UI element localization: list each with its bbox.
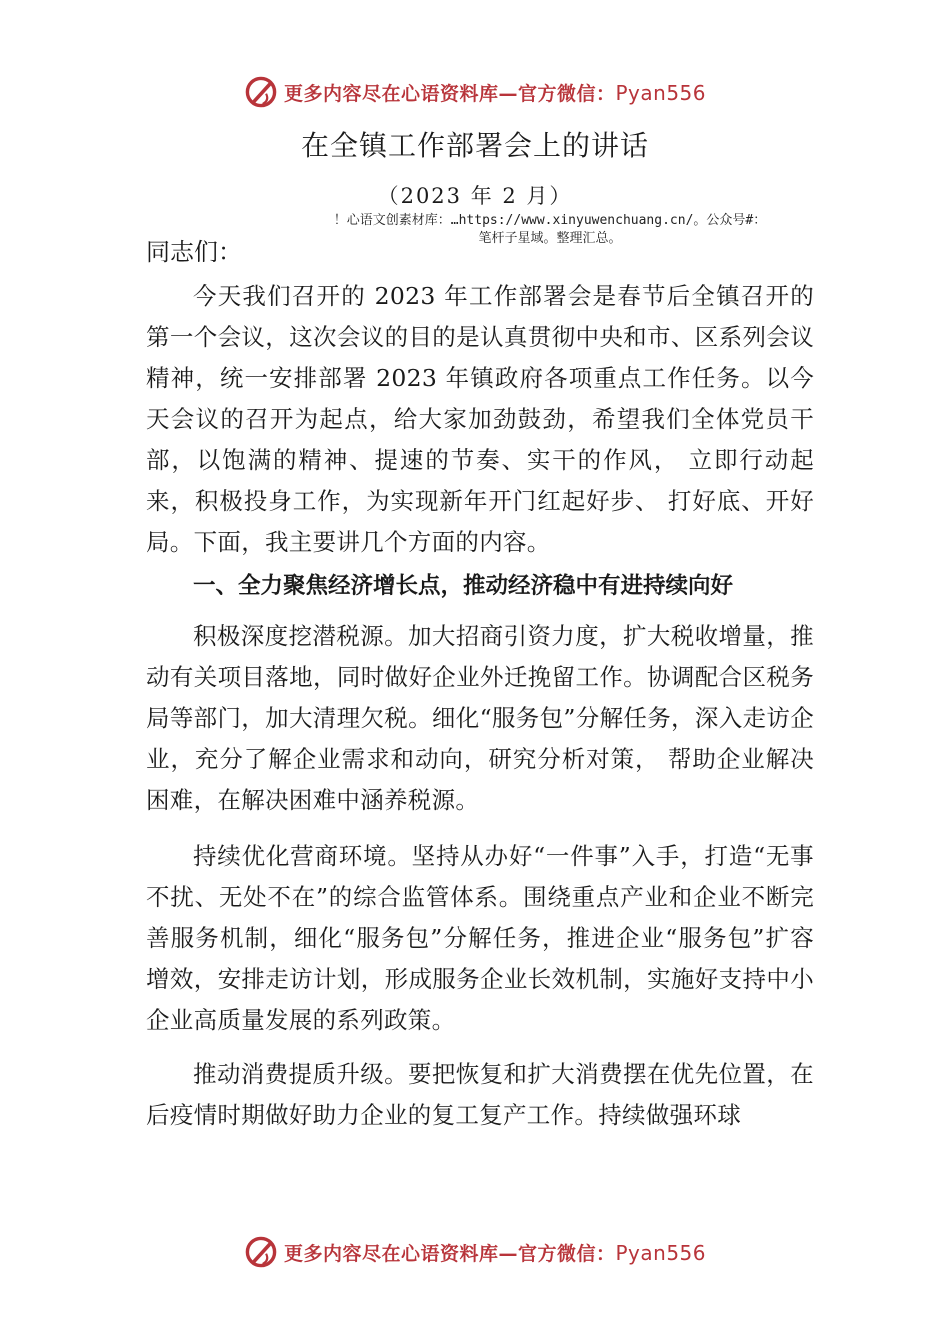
- paragraph-intro: 今天我们召开的 2023 年工作部署会是春节后全镇召开的第一个会议，这次会议的目的是认真贯彻中央和市、区系列会议精神，统一安排部署 2023 年镇政府各项重点工作任务。以今天会议的召开为起点，给大家加劲鼓劲，希望我们全体党员干部，以饱满的精神、提速的节奏、实干的作风， 立即行动起来，积极投身工作，为实现新年开门红起好步、 打好底、开好局。下面，我主要讲几个方面的内容。: [146, 282, 814, 556]
- greeting: 同志们：: [146, 238, 242, 266]
- paragraph-business-environment: 持续优化营商环境。坚持从办好“一件事”入手，打造“无事不扰、无处不在”的综合监管体系。围绕重点产业和企业不断完善服务机制，细化“服务包”分解任务，推进企业“服务包”扩容增效，安排走访计划，形成服务企业长效机制，实施好支持中小企业高质量发展的系列政策。: [146, 842, 814, 1034]
- source-note: [300, 212, 800, 248]
- footer-banner: [0, 1232, 950, 1272]
- banner-wechat-handle: Pyan556: [615, 80, 707, 105]
- source-note-line-1: ！心语文创素材库：…https://www.xinyuwenchuang.cn/。公众号#：: [333, 213, 767, 228]
- paragraph-tax-source: 积极深度挖潜税源。加大招商引资力度，扩大税收增量，推动有关项目落地，同时做好企业外迁挽留工作。协调配合区税务局等部门，加大清理欠税。细化“服务包”分解任务，深入走访企业，充分了解企业需求和动向，研究分析对策， 帮助企业解决困难，在解决困难中涵养税源。: [146, 622, 814, 814]
- page-title: 在全镇工作部署会上的讲话: [300, 129, 649, 162]
- banner-slogan: 更多内容尽在心语资料库—官方微信：: [283, 1242, 616, 1265]
- banner-text: [284, 1239, 706, 1266]
- pen-circle-logo-icon: [244, 1235, 278, 1269]
- pen-circle-logo-icon: [244, 75, 278, 109]
- header-banner: [0, 72, 950, 112]
- document-date: （2023 年 2 月）: [377, 184, 573, 208]
- banner-slogan: 更多内容尽在心语资料库—官方微信：: [283, 82, 616, 105]
- section-heading-1: 一、全力聚焦经济增长点，推动经济稳中有进持续向好: [193, 573, 734, 599]
- banner-text: [284, 79, 706, 106]
- banner-wechat-handle: Pyan556: [615, 1240, 707, 1265]
- paragraph-consumption: 推动消费提质升级。要把恢复和扩大消费摆在优先位置，在后疫情时期做好助力企业的复工复产工作。持续做强环球: [146, 1060, 814, 1129]
- source-note-line-2: 笔杆子星域。整理汇总。: [478, 231, 622, 246]
